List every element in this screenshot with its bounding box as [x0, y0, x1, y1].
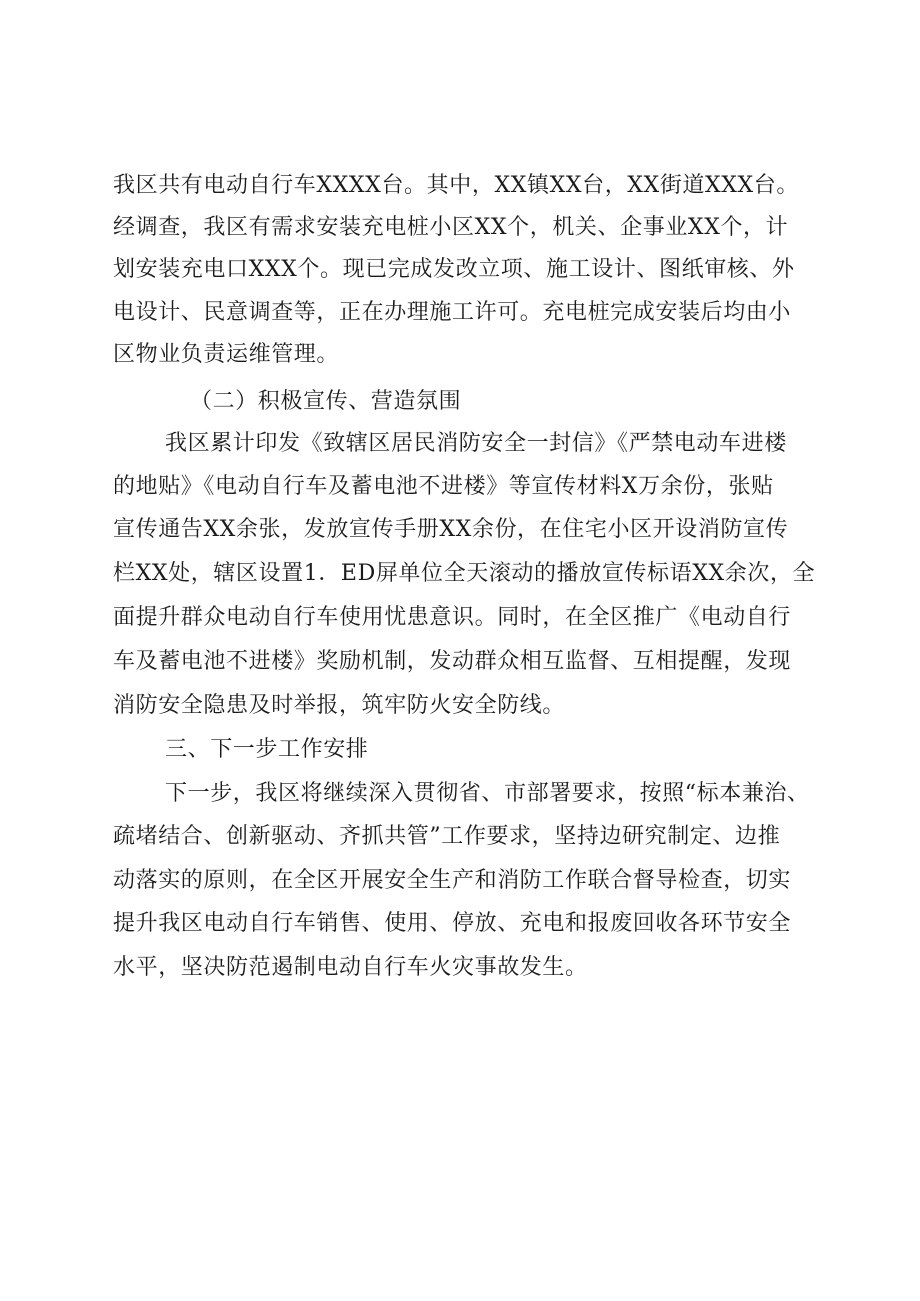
text-line: 划安装充电口XXX个。现已完成发改立项、施工设计、图纸审核、外: [113, 257, 795, 282]
text-line: 我区共有电动自行车XXXX台。其中，XX镇XX台，XX街道XXX台。: [113, 173, 800, 198]
text-line: 动落实的原则，在全区开展安全生产和消防工作联合督导检查，切实: [113, 868, 792, 893]
text-line: 电设计、民意调查等，正在办理施工许可。充电桩完成安装后均由小: [113, 300, 792, 325]
text-line: 提升我区电动自行车销售、使用、停放、充电和报废回收各环节安全: [113, 911, 792, 936]
text-line: 疏堵结合、创新驱动、齐抓共管”工作要求，坚持边研究制定、边推: [113, 824, 781, 849]
paragraph-start: 我区累计印发《致辖区居民消防安全一封信》《严禁电动车进楼: [165, 431, 787, 456]
paragraph-start: 下一步，我区将继续深入贯彻省、市部署要求，按照“标本兼治、: [165, 781, 810, 806]
text-line: 宣传通告XX余张，发放宣传手册XX余份，在住宅小区开设消防宣传: [113, 517, 789, 542]
text-line: 栏XX处，辖区设置1．ED屏单位全天滚动的播放宣传标语XX余次，全: [113, 561, 816, 586]
text-line: 经调查，我区有需求安装充电桩小区XX个，机关、企事业XX个，计: [113, 215, 789, 240]
text-line: 水平，坚决防范遏制电动自行车火灾事故发生。: [113, 955, 588, 980]
text-line: 车及蓄电池不进楼》奖励机制，发动群众相互监督、互相提醒，发现: [113, 649, 792, 674]
section-heading: （二）积极宣传、营造氛围: [190, 389, 462, 414]
text-line: 面提升群众电动自行车使用忧患意识。同时，在全区推广《电动自行: [113, 605, 792, 630]
text-line: 区物业负责运维管理。: [113, 342, 340, 367]
text-line: 消防安全隐患及时举报，筑牢防火安全防线。: [113, 693, 566, 718]
section-heading: 三、下一步工作安排: [165, 737, 369, 762]
text-line: 的地贴》《电动自行车及蓄电池不进楼》等宣传材料X万余份，张贴: [113, 474, 774, 499]
